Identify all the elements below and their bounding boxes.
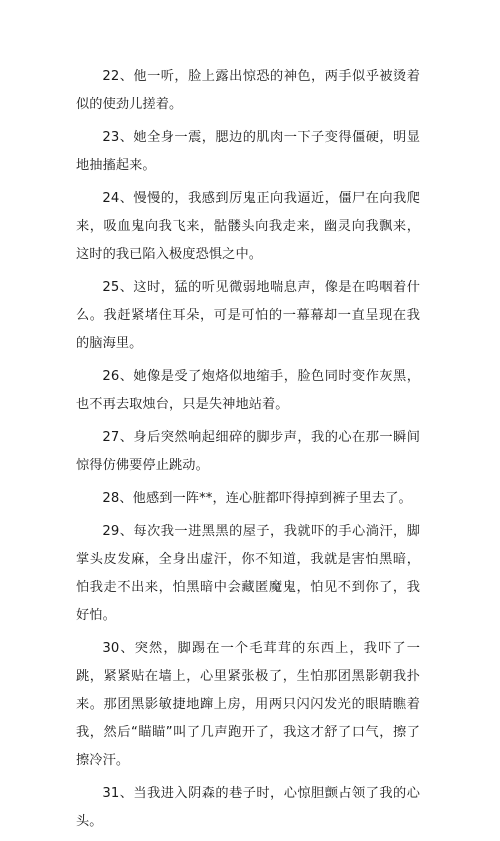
paragraph-28: 28、他感到一阵**，连心脏都吓得掉到裤子里去了。	[102, 491, 412, 506]
paragraph-23: 23、她全身一震，腮边的肌肉一下子变得僵硬，明显地抽搐起来。	[76, 130, 420, 173]
paragraph-25: 25、这时，猛的听见微弱地喘息声，像是在呜咽着什么。我赶紧堵住耳朵，可是可怕的一幕幕却一直呈现在我的脑海里。	[76, 280, 420, 351]
paragraph-27: 27、身后突然响起细碎的脚步声，我的心在那一瞬间惊得仿佛要停止跳动。	[76, 430, 420, 473]
paragraph-30: 30、突然，脚踢在一个毛茸茸的东西上，我吓了一跳，紧紧贴在墙上，心里紧张极了，生怕那团黑影朝我扑来。那团黑影敏捷地蹿上房，用两只闪闪发光的眼睛瞧着我，然后“瞄瞄”叫了几声跑开了，我这才舒了口气，擦了擦冷汗。	[76, 641, 420, 768]
paragraph-22: 22、他一听，脸上露出惊恐的神色，两手似乎被烫着似的使劲儿搓着。	[76, 69, 420, 112]
paragraph-24: 24、慢慢的，我感到厉鬼正向我逼近，僵尸在向我爬来，吸血鬼向我飞来，骷髅头向我走来，幽灵向我飘来，这时的我已陷入极度恐惧之中。	[76, 191, 420, 262]
paragraph-31: 31、当我进入阴森的巷子时，心惊胆颤占领了我的心头。	[76, 786, 420, 829]
document-body	[76, 63, 420, 841]
paragraph-29: 29、每次我一进黑黑的屋子，我就吓的手心淌汗，脚掌头皮发麻，全身出虚汗，你不知道，我就是害怕黑暗，怕我走不出来，怕黑暗中会藏匿魔鬼，怕见不到你了，我好怕。	[76, 524, 420, 623]
paragraph-26: 26、她像是受了炮烙似地缩手，脸色同时变作灰黑，也不再去取烛台，只是失神地站着。	[76, 369, 420, 412]
